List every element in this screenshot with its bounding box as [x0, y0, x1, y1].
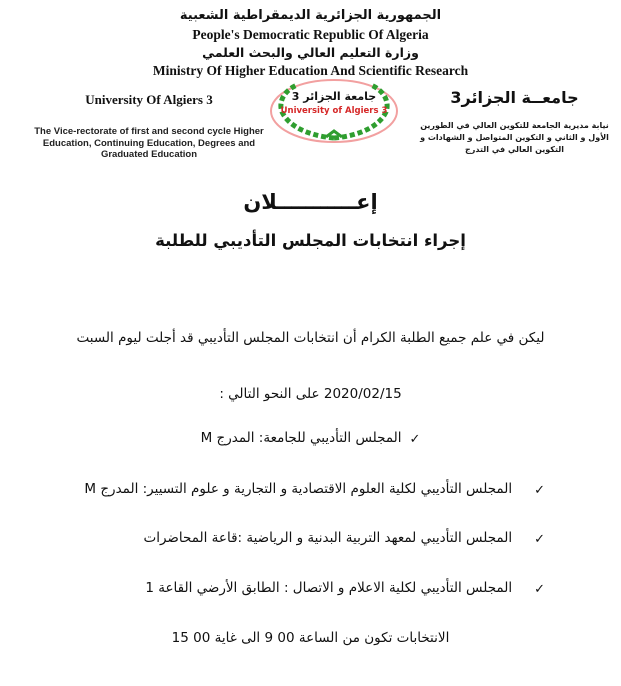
- intro-line-1: ليكن في علم جميع الطلبة الكرام أن انتخابات المجلس التأديبي قد أجلت ليوم السبت: [76, 330, 545, 346]
- vice-rectorate-ar: نيابة مديرية الجامعة للتكوين العالي في الطورين الأول و الثاني و التكوين المتواصل و الشهادات و التكوين العالي في التدرج: [420, 121, 609, 154]
- header-republic-en: People's Democratic Republic Of Algeria: [192, 27, 429, 42]
- logo-name-en: University of Algiers 3: [280, 106, 388, 116]
- checkmark-icon: ✓: [534, 582, 545, 597]
- checkmark-icon: ✓: [409, 432, 421, 447]
- bullet-text: المجلس التأديبي لكلية العلوم الاقتصادية و التجارية و علوم التسيير: المدرج M: [84, 481, 513, 497]
- bullet-item-sports-institute: [0, 530, 621, 546]
- bullet-text: المجلس التأديبي للجامعة: المدرج M: [200, 430, 402, 446]
- university-logo: [268, 78, 400, 144]
- header-republic-ar: الجمهورية الجزائرية الديمقراطية الشعبية: [179, 8, 442, 23]
- bullet-text: المجلس التأديبي لمعهد التربية البدنية و الرياضية :قاعة المحاضرات: [143, 530, 513, 546]
- bullet-text: المجلس التأديبي لكلية الاعلام و الاتصال : الطابق الأرضي القاعة 1: [145, 580, 513, 596]
- bullet-item-media-faculty: [0, 580, 621, 596]
- university-left-block: [28, 92, 270, 161]
- university-name-en: University Of Algiers 3: [85, 92, 213, 107]
- university-name-ar: جامعــة الجزائر3: [450, 88, 579, 107]
- announcement-title: إعـــــــــــلان: [243, 190, 378, 214]
- checkmark-icon: ✓: [534, 483, 545, 498]
- schedule-footer: الانتخابات تكون من الساعة 00 9 الى غاية 00 15: [171, 630, 450, 646]
- bullet-item-economics-faculty: [0, 481, 621, 497]
- header-ministry-ar: وزارة التعليم العالي والبحث العلمي: [202, 45, 419, 60]
- announcement-subtitle: إجراء انتخابات المجلس التأديبي للطلبة: [155, 231, 466, 250]
- header-ministry-en: Ministry Of Higher Education And Scientific Research: [152, 63, 469, 78]
- bullet-item-university-council: [0, 430, 621, 446]
- logo-wreath-icon: [268, 78, 400, 144]
- intro-line-2: 2020/02/15 على النحو التالي :: [219, 386, 402, 402]
- checkmark-icon: ✓: [534, 532, 545, 547]
- university-right-block: [412, 88, 617, 156]
- logo-name-ar: جامعة الجزائر 3: [291, 90, 377, 103]
- vice-rectorate-en: The Vice-rectorate of first and second cycle Higher Education, Continuing Education, Degrees and Graduated Education: [34, 126, 264, 160]
